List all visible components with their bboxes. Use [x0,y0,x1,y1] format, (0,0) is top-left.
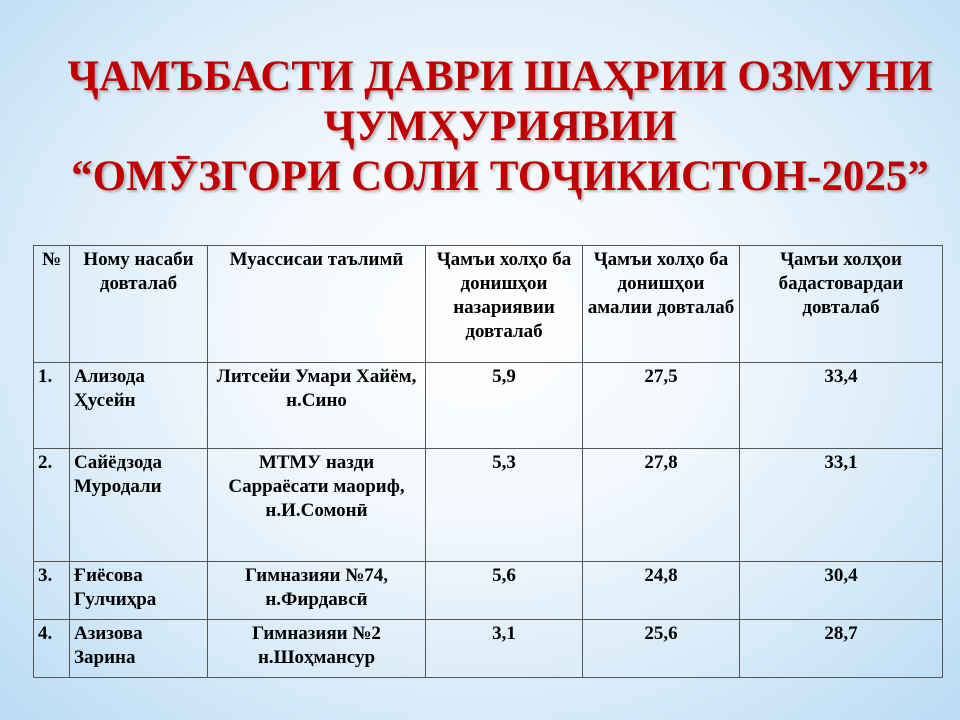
header-number: № [34,246,70,363]
institution: Гимназияи №2 н.Шоҳмансур [208,620,426,678]
header-name: Ному насаби довталаб [70,246,208,363]
title-line-1: ҶАМЪБАСТИ ДАВРИ ШАҲРИИ ОЗМУНИ [67,53,933,100]
row-number: 4. [34,620,70,678]
table-row [34,449,943,562]
practice-score: 27,5 [583,363,740,449]
table-row [34,363,943,449]
header-total-score: Ҷамъи холҳои бадастовардаи довталаб [740,246,943,363]
practice-score: 24,8 [583,562,740,620]
row-number: 1. [34,363,70,449]
theory-score: 5,3 [426,449,583,562]
table-row [34,562,943,620]
header-institution: Муассисаи таълимӣ [208,246,426,363]
practice-score: 27,8 [583,449,740,562]
theory-score: 3,1 [426,620,583,678]
row-number: 2. [34,449,70,562]
theory-score: 5,9 [426,363,583,449]
institution: МТМУ назди Сарраёсати маориф, н.И.Сомонӣ [208,449,426,562]
title-line-3: “ОМӮЗГОРИ СОЛИ ТОҶИКИСТОН-2025” [71,153,929,200]
theory-score: 5,6 [426,562,583,620]
institution: Гимназияи №74, н.Фирдавсӣ [208,562,426,620]
table-row [34,620,943,678]
row-number: 3. [34,562,70,620]
table-header-row [34,246,943,363]
title-line-2: ҶУМҲУРИЯВИИ [323,103,677,150]
candidate-name: Азизова Зарина [70,620,208,678]
candidate-name: Ализода Ҳусейн [70,363,208,449]
header-theory-score: Ҷамъи холҳо ба донишҳои назариявии довталаб [426,246,583,363]
total-score: 33,4 [740,363,943,449]
total-score: 28,7 [740,620,943,678]
total-score: 30,4 [740,562,943,620]
candidate-name: Сайёдзода Муродали [70,449,208,562]
practice-score: 25,6 [583,620,740,678]
slide-title [40,52,960,202]
results-table [33,245,943,678]
total-score: 33,1 [740,449,943,562]
candidate-name: Ғиёсова Гулчиҳра [70,562,208,620]
institution: Литсейи Умари Хайём, н.Сино [208,363,426,449]
header-practice-score: Ҷамъи холҳо ба донишҳои амалии довталаб [583,246,740,363]
